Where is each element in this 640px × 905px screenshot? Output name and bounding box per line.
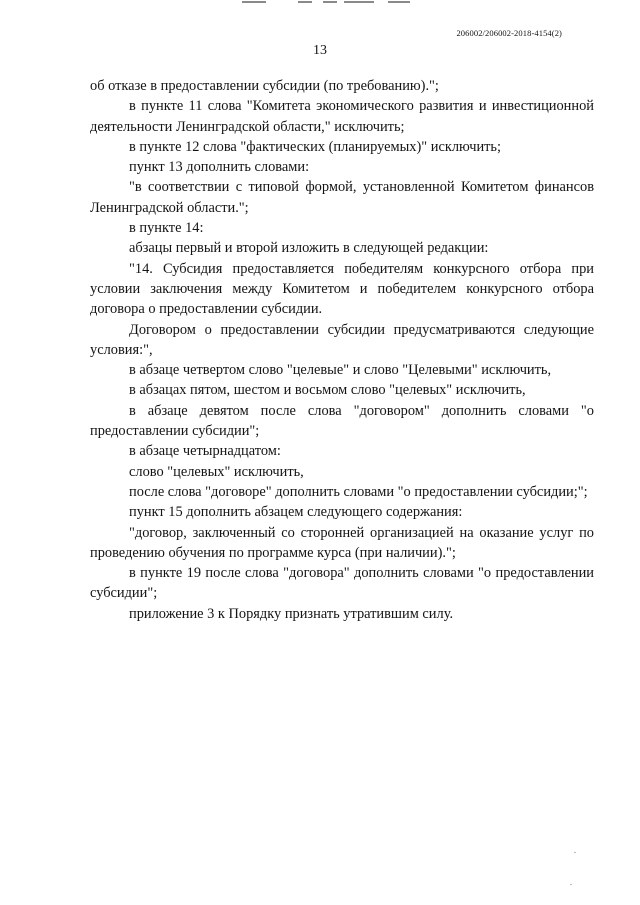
page-number: 13	[313, 43, 327, 58]
scan-edge-marks	[0, 0, 640, 6]
paragraph-15: после слова "договоре" дополнить словами "о предоставлении субсидии;";	[129, 483, 588, 500]
paragraph-5: "в соответствии с типовой формой, установленной Комитетом финансов Ленинградской области.";	[90, 179, 594, 216]
paragraph-6: в пункте 14:	[129, 220, 204, 237]
scan-speck	[570, 884, 572, 885]
paragraph-14: слово "целевых" исключить,	[129, 463, 304, 480]
paragraph-8: "14. Субсидия предоставляется победителям конкурсного отбора при условии заключения между Комитетом и победителем конкурсного отбора договора о предоставлении субсидии.	[90, 260, 594, 318]
paragraph-1: об отказе в предоставлении субсидии (по требованию).";	[90, 78, 439, 94]
document-body	[90, 76, 594, 624]
paragraph-17: "договор, заключенный со сторонней организацией на оказание услуг по проведению обучения по программе курса (при наличии).";	[90, 524, 594, 561]
paragraph-18: в пункте 19 после слова "договора" дополнить словами "о предоставлении субсидии";	[90, 565, 594, 602]
paragraph-7: абзацы первый и второй изложить в следующей редакции:	[129, 240, 489, 257]
paragraph-9: Договором о предоставлении субсидии предусматриваются следующие условия:",	[90, 321, 594, 358]
scan-speck	[574, 852, 576, 853]
paragraph-19: приложение 3 к Порядку признать утратившим силу.	[129, 605, 454, 622]
document-registration-code: 206002/206002-2018-4154(2)	[456, 28, 562, 38]
paragraph-16: пункт 15 дополнить абзацем следующего содержания:	[129, 504, 463, 521]
paragraph-13: в абзаце четырнадцатом:	[129, 443, 281, 460]
paragraph-11: в абзацах пятом, шестом и восьмом слово "целевых" исключить,	[129, 382, 526, 399]
paragraph-4: пункт 13 дополнить словами:	[129, 159, 310, 176]
paragraph-3: в пункте 12 слова "фактических (планируемых)" исключить;	[129, 138, 501, 155]
paragraph-12: в абзаце девятом после слова "договором" дополнить словами "о предоставлении субсидии";	[90, 402, 594, 440]
paragraph-10: в абзаце четвертом слово "целевые" и слово "Целевыми" исключить,	[129, 362, 552, 379]
paragraph-2: в пункте 11 слова "Комитета экономического развития и инвестиционной деятельности Ленинградской области," исключить;	[90, 98, 594, 135]
